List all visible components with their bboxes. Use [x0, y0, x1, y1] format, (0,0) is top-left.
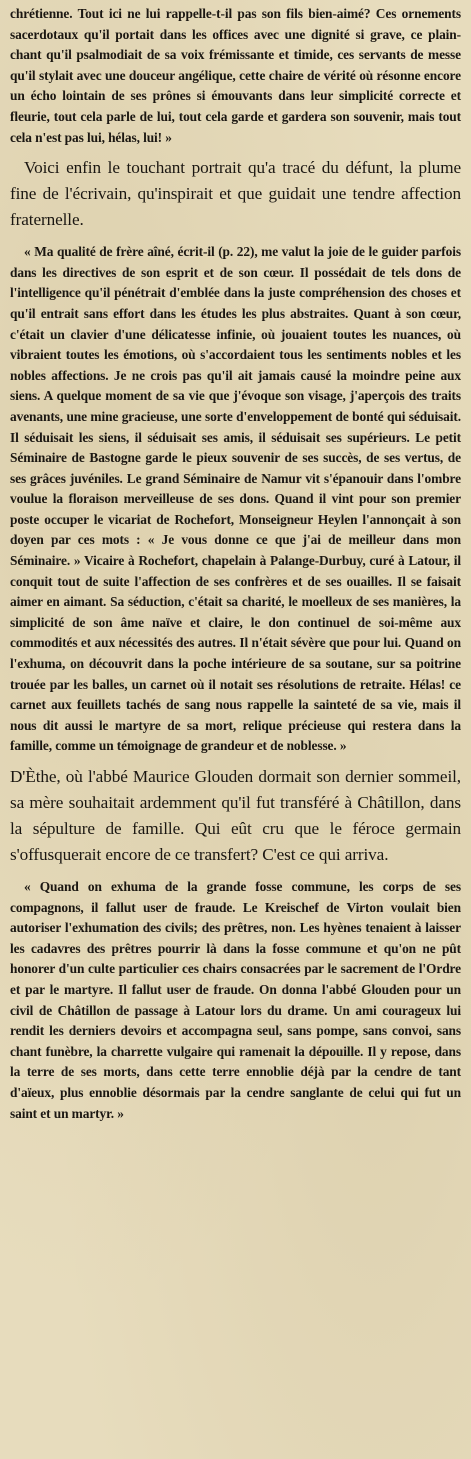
paragraph-portrait-quote: « Ma qualité de frère aîné, écrit-il (p. 22), me valut la joie de le guider parfois dans les directives de son esprit et de son cœur. Il possédait de tels dons de l'intelligence qu'il pénétrait d'emblée dans la juste compréhension des choses et qu'il entrait sans effort dans les études les plus abstraites. Quant à son cœur, c'était un clavier d'une délicatesse infinie, où jouaient toutes les nuances, où vibraient toutes les émotions, où s'accordaient tous les sentiments nobles et les nobles affections. Je ne crois pas qu'il ait jamais causé la moindre peine aux siens. A quelque moment de sa vie que j'évoque son visage, j'aperçois des traits avenants, une mine gracieuse, une sorte d'enveloppement de bonté qui séduisait. Il séduisait les siens, il séduisait ses amis, il séduisait ses supérieurs. Le petit Séminaire de Bastogne garde le pieux souvenir de ses succès, de ses vertus, de ses grâces juvéniles. Le grand Séminaire de Namur vit s'épanouir dans l'ombre voulue la floraison merveilleuse de ses dons. Quand il vint pour son premier poste occuper le vicariat de Rochefort, Monseigneur Heylen l'annonçait à son doyen par ces mots : « Je vous donne ce que j'ai de meilleur dans mon Séminaire. » Vicaire à Rochefort, chapelain à Palange-Durbuy, curé à Latour, il conquit tout de suite l'affection de ses confrères et de ses ouailles. Il se faisait aimer en aimant. Sa séduction, c'était sa charité, le moelleux de ses manières, la simplicité de son âme naïve et claire, le don continuel de soi-même aux commodités et aux nécessités des autres. Il n'était sévère que pour lui. Quand on l'exhuma, on découvrit dans la poche intérieure de sa soutane, sur sa poitrine trouée par les balles, un carnet où il notait ses résolutions de retraite. Hélas! ce carnet aux feuillets tachés de sang nous rappelle la sainteté de sa vie, mais il nous dit aussi le martyre de sa mort, relique précieuse qui restera dans la famille, comme un témoignage de grandeur et de noblesse. »	[10, 244, 461, 754]
paragraph-exhumation-quote: « Quand on exhuma de la grande fosse commune, les corps de ses compagnons, il fallut user de fraude. Le Kreischef de Virton voulait bien autoriser l'exhumation des civils; des prêtres, non. Les hyènes tenaient à laisser les cadavres des prêtres pourrir là dans la fosse commune et qu'on ne pût honorer d'un culte particulier ces chairs consacrées par le sacrement de l'Ordre et par le martyre. Il fallut user de fraude. On donna l'abbé Glouden pour un civil de Châtillon de passage à Latour lors du drame. Un ami courageux lui rendit les derniers devoirs et accompagna seul, sans pompe, sans convoi, sans chant funèbre, la charrette vulgaire qui ramenait la dépouille. Il y repose, dans la terre de ses morts, dans cette terre ennoblie déjà par la cendre de tant d'aïeux, plus ennoblie désormais par la cendre sanglante de celui qui fut un saint et un martyr. »	[10, 879, 461, 1121]
paragraph-ethe-transfer: D'Èthe, où l'abbé Maurice Glouden dormait son dernier sommeil, sa mère souhaitait ardemment qu'il fut transféré à Châtillon, dans la sépulture de famille. Qui eût cru que le féroce germain s'offusquerait encore de ce transfert? C'est ce qui arriva.	[10, 767, 461, 864]
paragraph-portrait-intro: Voici enfin le touchant portrait qu'a tracé du défunt, la plume fine de l'écrivain, qu'inspirait et que guidait une tendre affection fraternelle.	[10, 158, 461, 230]
paragraph-quote-continuation: chrétienne. Tout ici ne lui rappelle-t-il pas son fils bien-aimé? Ces ornements sacerdotaux qu'il portait dans les offices avec une dignité si grave, ce plain-chant qu'il psalmodiait de sa voix frémissante et timide, ces servants de messe qu'il stylait avec une douceur angélique, cette chaire de vérité où résonne encore un écho lointain de ses prônes si émouvants dans leur simplicité correcte et fleurie, tout cela parle de lui, tout cela garde et gardera son souvenir, mais tout cela n'est pas lui, hélas, lui! »	[10, 6, 461, 145]
